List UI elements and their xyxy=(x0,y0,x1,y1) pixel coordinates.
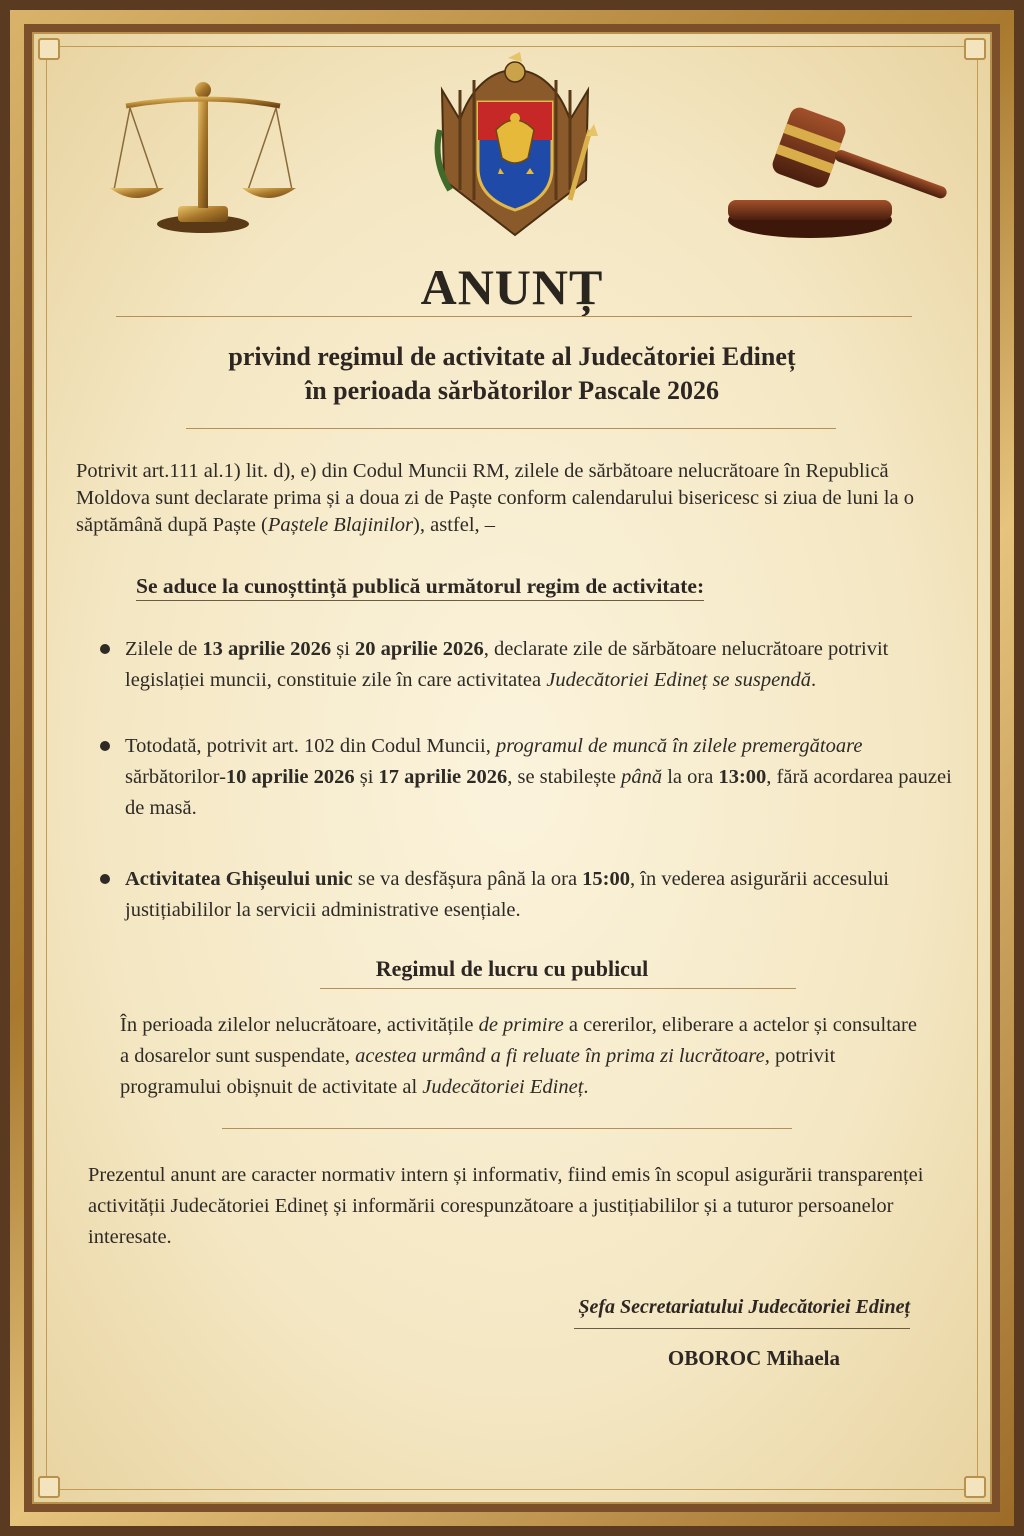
corner-ornament xyxy=(38,38,60,60)
bullet-dot xyxy=(100,874,110,884)
scales-of-justice-icon xyxy=(108,78,298,238)
divider xyxy=(116,316,912,317)
bullet-text: și xyxy=(331,638,356,660)
section-paragraph xyxy=(120,1010,920,1103)
bullet-bold: 20 aprilie 2026 xyxy=(355,638,484,660)
bullet-bold: Activitatea Ghișeului unic xyxy=(125,868,353,890)
bullet-bold: 17 aprilie 2026 xyxy=(378,766,508,788)
bullet-italic: Judecătoriei Edineț se suspendă xyxy=(546,669,811,691)
subtitle-line-2: în perioada sărbătorilor Pascale 2026 xyxy=(304,376,720,405)
list-item xyxy=(100,864,960,926)
section-text: . xyxy=(583,1076,589,1098)
corner-ornament xyxy=(964,1476,986,1498)
bullet-text: sărbătorilor- xyxy=(125,766,226,788)
bullet-bold: 13:00 xyxy=(718,766,767,788)
section-text: a cererilor, eliberare a actelor și consultare a dosarelor sunt suspendate, xyxy=(120,1014,917,1067)
subtitle xyxy=(0,340,1024,408)
signature-name: OBOROC Mihaela xyxy=(667,1346,840,1370)
gavel-icon xyxy=(722,104,952,244)
section-text: În perioada zilelor nelucrătoare, activitățile xyxy=(120,1014,479,1036)
divider xyxy=(186,428,836,429)
intro-text-end: ), astfel, – xyxy=(413,514,496,536)
section-title: Regimul de lucru cu publicul xyxy=(375,956,649,981)
intro-italic: Paștele Blajinilor xyxy=(267,514,414,536)
bullet-text: , declarate zile de sărbătoare nelucrătoare potrivit legislației muncii, constituie zile în care activitatea xyxy=(125,638,889,691)
bullet-text: Zilele de xyxy=(125,638,203,660)
section-italic: Judecătoriei Edineț xyxy=(422,1076,584,1098)
bullet-bold: 13 aprilie 2026 xyxy=(202,638,332,660)
announcement-heading xyxy=(136,574,896,599)
divider xyxy=(320,988,796,989)
bullet-text: , fără acordarea pauzei de masă. xyxy=(125,766,952,819)
section-text: potrivit programului obișnuit de activitate al xyxy=(120,1045,836,1098)
signature-line xyxy=(574,1328,910,1329)
bullet-text: , se stabilește xyxy=(507,766,622,788)
section-italic: acestea urmând a fi reluate în prima zi lucrătoare, xyxy=(355,1045,770,1067)
bullet-text: la ora xyxy=(662,766,719,788)
bullet-bold: 15:00 xyxy=(582,868,630,890)
bullet-text: . xyxy=(810,669,817,691)
closing-paragraph: Prezentul anunt are caracter normativ intern și informativ, fiind emis în scopul asigurării transparenței activității Judecătoriei Edineț și informării corespunzătoare a justițiabililor și a tuturor persoanelor interesate. xyxy=(88,1164,924,1248)
intro-text: Potrivit art.111 al.1) lit. d), e) din Codul Muncii RM, zilele de sărbătoare nelucrătoare în Republică Moldova sunt declarate prima și a doua zi de Paște conform calendarului bisericesc si ziua de luni la o săptămână după Paște ( xyxy=(76,460,914,536)
bullet-dot xyxy=(100,741,110,751)
corner-ornament xyxy=(38,1476,60,1498)
list-item xyxy=(100,634,960,696)
signature-title: Șefa Secretariatului Judecătoriei Edineț xyxy=(578,1296,910,1318)
section-italic: de primire xyxy=(478,1014,564,1036)
bullet-dot xyxy=(100,644,110,654)
announcement-text: Se aduce la cunoșttință publică următorul regim de activitate: xyxy=(136,574,704,601)
bullet-italic: programul de muncă în zilele premergătoare xyxy=(495,735,863,757)
bullet-text: , în vederea asigurării accesului justițiabililor la servicii administrative esențiale. xyxy=(125,868,889,921)
bullet-text: și xyxy=(354,766,379,788)
bullet-text: Totodată, potrivit art. 102 din Codul Muncii, xyxy=(125,735,496,757)
list-item xyxy=(100,731,960,824)
bullet-italic: până xyxy=(621,766,663,788)
coat-of-arms-icon xyxy=(430,50,600,240)
bullet-bold: 10 aprilie 2026 xyxy=(225,766,355,788)
corner-ornament xyxy=(964,38,986,60)
intro-paragraph xyxy=(76,458,956,539)
subtitle-line-1: privind regimul de activitate al Judecătoriei Edineț xyxy=(228,342,796,371)
page-title: ANUNȚ xyxy=(420,259,604,315)
divider xyxy=(222,1128,792,1129)
bullet-text: se va desfășura până la ora xyxy=(352,868,583,890)
